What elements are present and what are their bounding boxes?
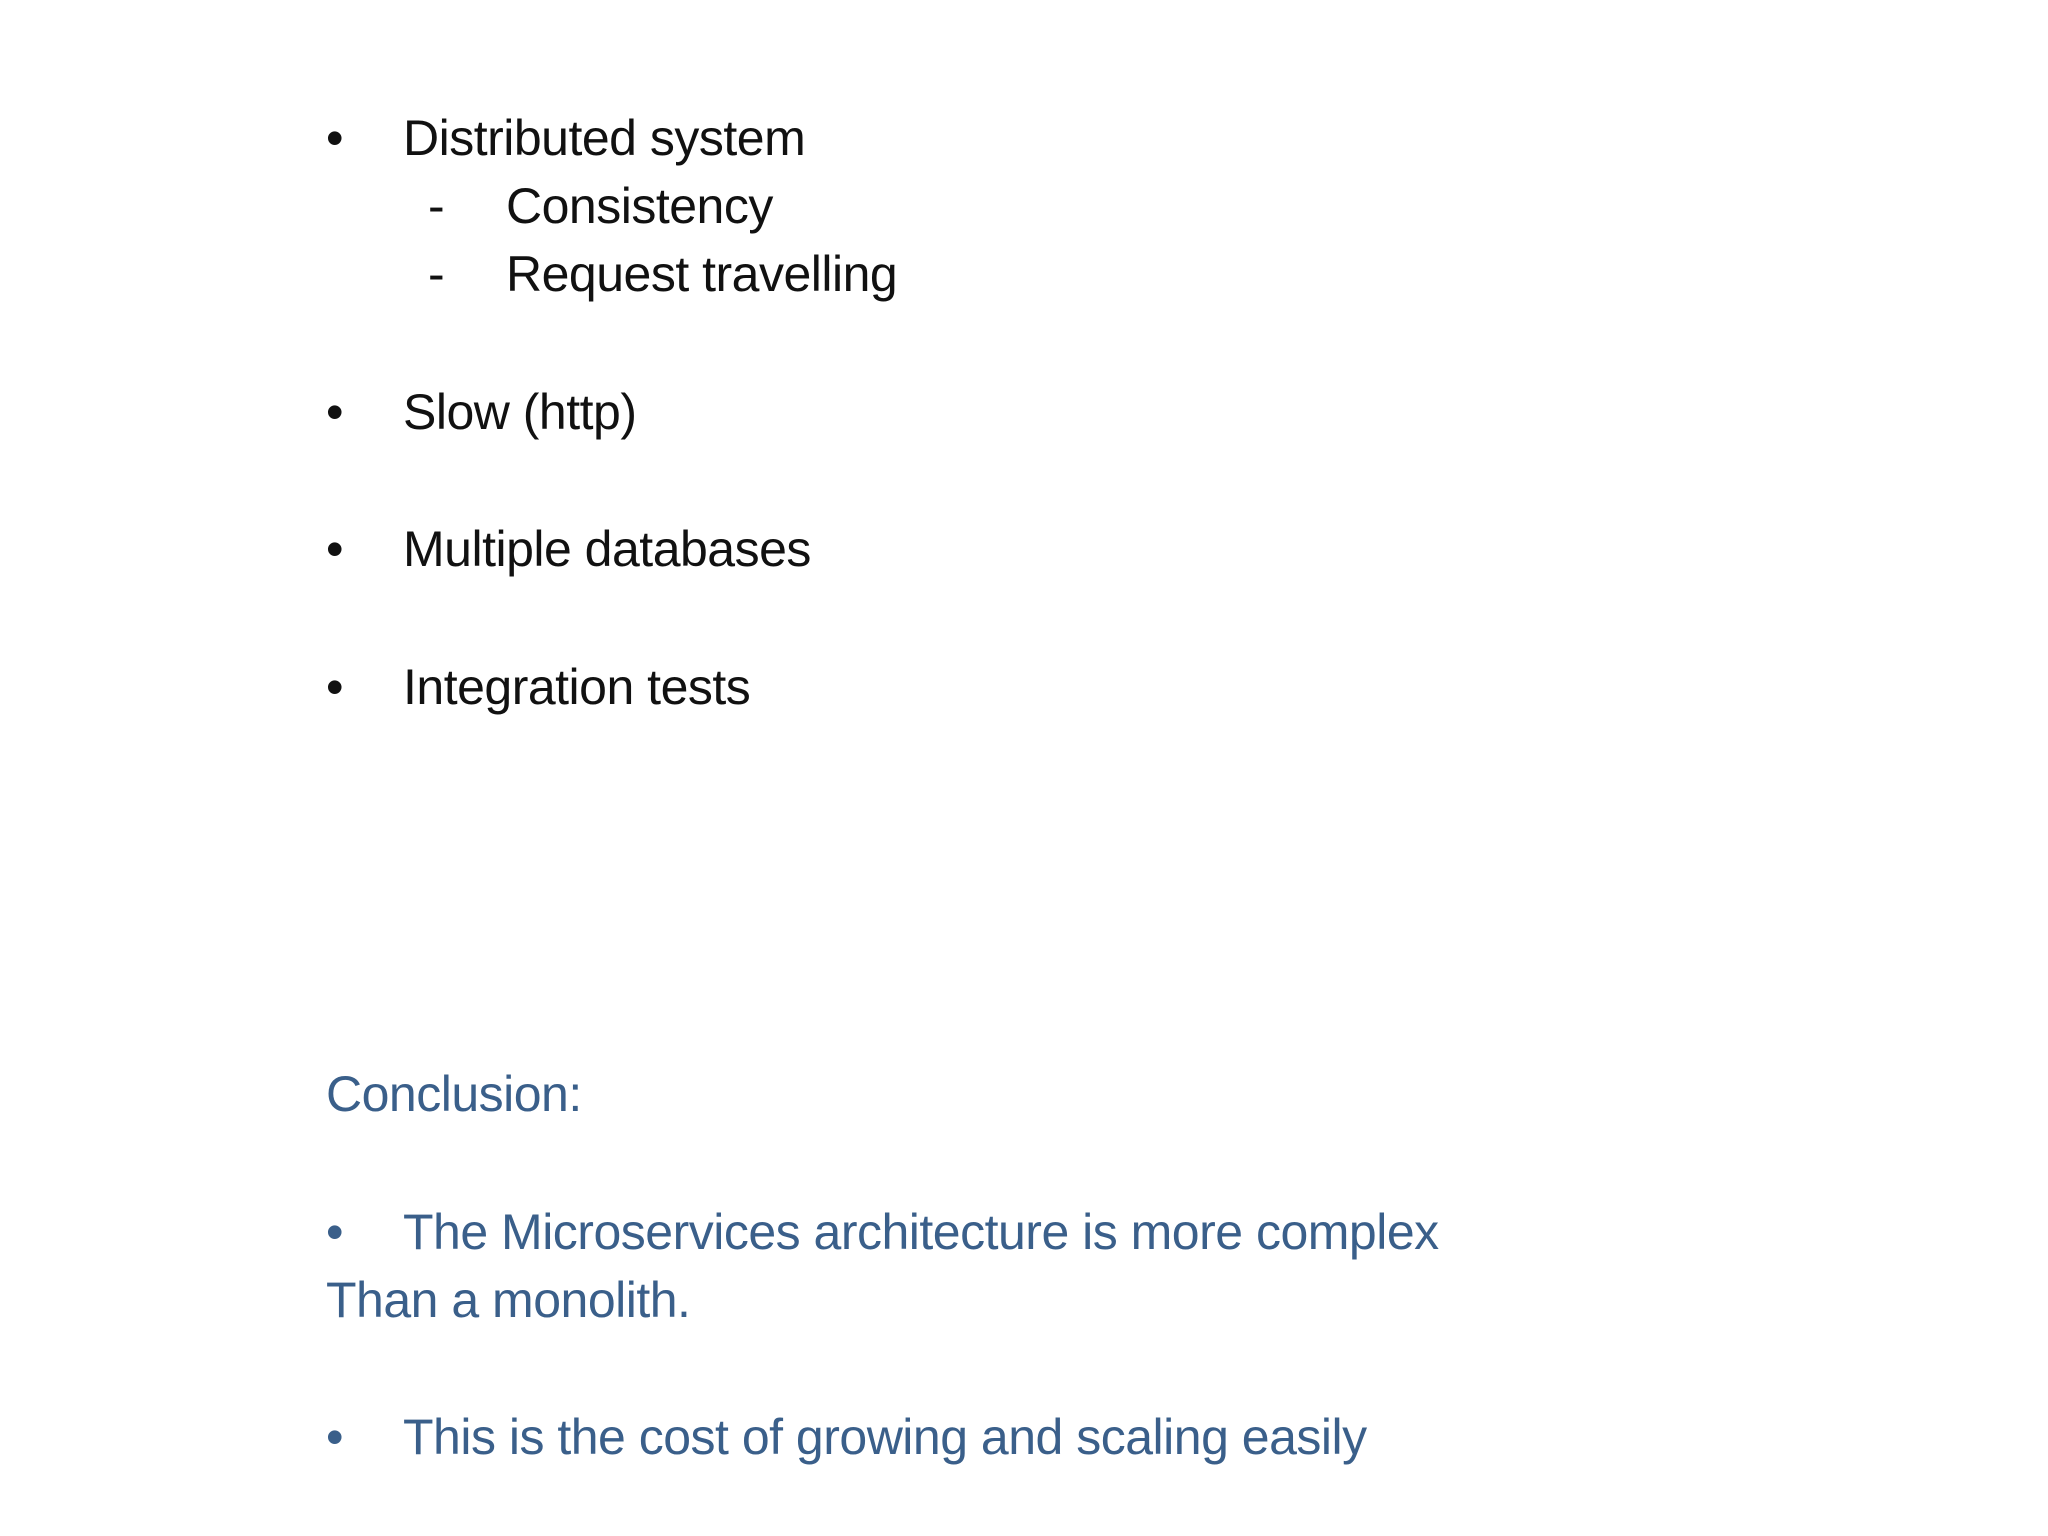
conclusion-item-cost: This is the cost of growing and scaling easily [403, 1409, 1367, 1465]
bullet-marker: • [326, 1409, 344, 1465]
bullet-marker: • [326, 110, 344, 166]
point-distributed-system: Distributed system [403, 110, 806, 166]
conclusion-heading: Conclusion: [326, 1066, 582, 1122]
dash-marker: - [428, 178, 445, 234]
bullet-marker: • [326, 384, 344, 440]
subpoint-consistency: Consistency [506, 178, 773, 234]
bullet-marker: • [326, 1204, 344, 1260]
bullet-marker: • [326, 659, 344, 715]
conclusion-item-continuation: Than a monolith. [326, 1272, 691, 1328]
point-integration-tests: Integration tests [403, 659, 751, 715]
dash-marker: - [428, 246, 445, 302]
bullet-marker: • [326, 521, 344, 577]
conclusion-item-complexity: The Microservices architecture is more complex [403, 1204, 1439, 1260]
point-multiple-databases: Multiple databases [403, 521, 811, 577]
subpoint-request-travelling: Request travelling [506, 246, 898, 302]
point-slow-http: Slow (http) [403, 384, 637, 440]
